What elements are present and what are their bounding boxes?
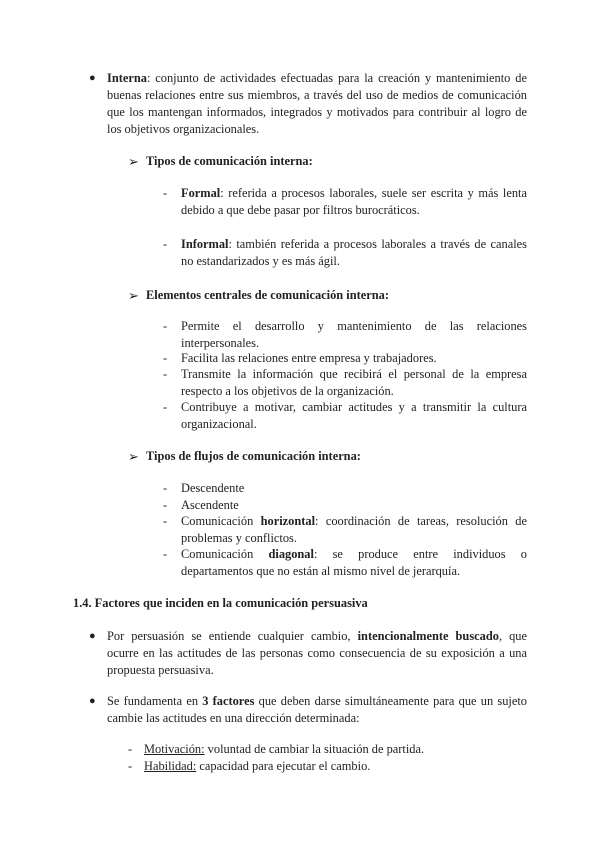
flujos-heading: Tipos de flujos de comunicación interna:: [146, 449, 361, 463]
arrow-icon: ➢: [128, 449, 139, 464]
flujo-ascendente: Ascendente: [181, 498, 239, 512]
factores-prefix: Se fundamenta en: [107, 694, 203, 708]
elementos-item-3: Transmite la información que recibirá el personal de la empresa respecto a los objetivos de la organización.: [181, 367, 527, 398]
habilidad-item: [144, 758, 527, 775]
diagonal-prefix: Comunicación: [181, 547, 269, 561]
horizontal-prefix: Comunicación: [181, 514, 261, 528]
dash-icon: -: [163, 498, 168, 512]
section-heading: 1.4. Factores que inciden en la comunicación persuasiva: [73, 596, 368, 610]
dash-icon: -: [163, 186, 168, 200]
persuasion-term: intencionalmente buscado: [357, 629, 499, 643]
interna-term: Interna: [107, 71, 147, 85]
elementos-item-1: Permite el desarrollo y mantenimiento de las relaciones interpersonales.: [181, 319, 527, 350]
informal-text: : también referida a procesos laborales a través de canales no estandarizados y es más ágil.: [181, 237, 527, 268]
tipos-heading: Tipos de comunicación interna:: [146, 154, 313, 168]
flujo-horizontal: [181, 513, 527, 547]
persuasion-text: , que ocurre en las actitudes de las personas como consecuencia de su exposición a una propuesta persuasiva.: [107, 629, 527, 677]
dash-icon: -: [128, 742, 133, 756]
elementos-item-4: Contribuye a motivar, cambiar actitudes y a transmitir la cultura organizacional.: [181, 400, 527, 431]
dash-icon: -: [163, 400, 168, 414]
horizontal-term: horizontal: [260, 514, 316, 528]
motivacion-term: Motivación:: [144, 742, 205, 756]
dash-icon: -: [163, 481, 168, 495]
formal-item: [181, 185, 527, 219]
dash-icon: -: [163, 319, 168, 333]
dash-icon: -: [163, 367, 168, 381]
informal-item: [181, 236, 527, 270]
bullet-icon: ●: [89, 72, 96, 84]
factores-text: que deben darse simultáneamente para que un sujeto cambie las actitudes en una dirección determinada:: [107, 694, 527, 725]
arrow-icon: ➢: [128, 154, 139, 169]
bullet-icon: ●: [89, 630, 96, 642]
dash-icon: -: [163, 237, 168, 251]
habilidad-term: Habilidad:: [144, 759, 197, 773]
motivacion-text: voluntad de cambiar la situación de partida.: [204, 742, 425, 756]
dash-icon: -: [163, 514, 168, 528]
persuasion-paragraph: [107, 628, 527, 679]
factores-paragraph: [107, 693, 527, 727]
formal-text: : referida a procesos laborales, suele ser escrita y más lenta debido a que debe pasar por filtros burocráticos.: [181, 186, 527, 217]
informal-term: Informal: [181, 237, 229, 251]
elementos-item-2: Facilita las relaciones entre empresa y trabajadores.: [181, 351, 437, 365]
bullet-icon: ●: [89, 695, 96, 707]
flujo-descendente: Descendente: [181, 481, 245, 495]
elementos-heading: Elementos centrales de comunicación interna:: [146, 288, 389, 302]
interna-text: : conjunto de actividades efectuadas para la creación y mantenimiento de buenas relaciones entre sus miembros, a través del uso de medios de comunicación que los mantengan informados, integrados y motivados para contribuir al logro de los objetivos organizacionales.: [107, 71, 527, 136]
dash-icon: -: [163, 547, 168, 561]
persuasion-prefix: Por persuasión se entiende cualquier cambio,: [107, 629, 358, 643]
diagonal-text: : se produce entre individuos o departamentos que no están al mismo nivel de jerarquía.: [181, 547, 527, 578]
formal-term: Formal: [181, 186, 221, 200]
dash-icon: -: [163, 351, 168, 365]
diagonal-term: diagonal: [268, 547, 314, 561]
dash-icon: -: [128, 759, 133, 773]
interna-paragraph: [107, 70, 527, 138]
factores-term: 3 factores: [202, 694, 255, 708]
horizontal-text: : coordinación de tareas, resolución de problemas y conflictos.: [181, 514, 527, 545]
flujo-diagonal: [181, 546, 527, 580]
arrow-icon: ➢: [128, 288, 139, 303]
motivacion-item: [144, 741, 527, 758]
habilidad-text: capacidad para ejecutar el cambio.: [196, 759, 371, 773]
